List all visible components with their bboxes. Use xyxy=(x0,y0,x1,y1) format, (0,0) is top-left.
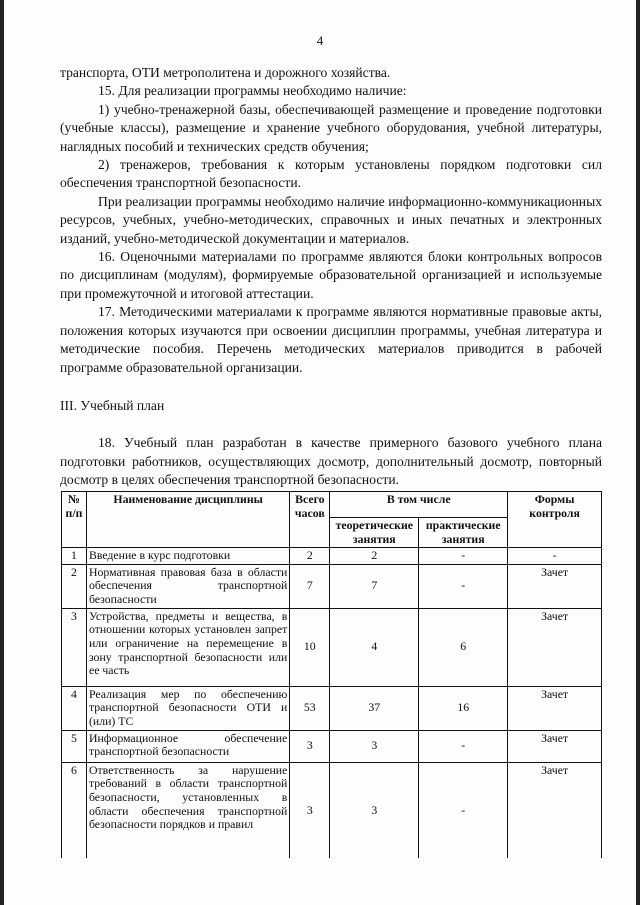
row-name: Устройства, предметы и вещества, в отношении которых установлен запрет или ограничение на перемещение в зону транспортной безопасности или ее часть xyxy=(86,608,289,686)
row-total: 3 xyxy=(290,730,330,762)
row-theory: 3 xyxy=(330,730,419,762)
row-theory: 4 xyxy=(330,608,419,686)
row-total: 7 xyxy=(290,564,330,608)
page-number: 4 xyxy=(316,33,324,48)
row-control: Зачет xyxy=(508,762,602,858)
row-practice: - xyxy=(419,564,508,608)
row-name: Информационное обеспечение транспортной безопасности xyxy=(86,730,289,762)
paragraph-16: 16. Оценочными материалами по программе являются блоки контрольных вопросов по дисциплинам (модулям), формируемые образовательной организацией и используемые при промежуточной и итоговой аттестации. xyxy=(60,249,602,301)
row-theory: 2 xyxy=(330,548,419,565)
row-name: Введение в курс подготовки xyxy=(86,548,289,565)
row-num: 6 xyxy=(62,762,87,858)
row-control: Зачет xyxy=(508,564,602,608)
paragraph-15-item-2: 2) тренажеров, требования к которым установлены порядком подготовки сил обеспечения транспортной безопасности. xyxy=(60,157,602,191)
row-practice: - xyxy=(419,762,508,858)
curriculum-table xyxy=(61,491,602,858)
table-header-row xyxy=(62,492,602,518)
header-control: Формы контроля xyxy=(508,492,602,548)
scan-border-left xyxy=(0,0,4,905)
header-including: В том числе xyxy=(330,492,508,518)
table-row xyxy=(62,762,602,858)
header-num: № п/п xyxy=(62,492,87,548)
row-theory: 7 xyxy=(330,564,419,608)
table-row xyxy=(62,730,602,762)
row-practice: 6 xyxy=(419,608,508,686)
header-practice: практические занятия xyxy=(419,518,508,548)
row-num: 4 xyxy=(62,686,87,730)
document-body xyxy=(60,64,602,490)
table-row xyxy=(62,564,602,608)
row-control: Зачет xyxy=(508,730,602,762)
row-control: Зачет xyxy=(508,608,602,686)
row-name: Нормативная правовая база в области обеспечения транспортной безопасности xyxy=(86,564,289,608)
paragraph-continuation: транспорта, ОТИ метрополитена и дорожного хозяйства. xyxy=(60,65,391,80)
row-name: Ответственность за нарушение требований в области транспортной безопасности, установленных в области обеспечения транспортной безопасности порядков и правил xyxy=(86,762,289,858)
row-num: 1 xyxy=(62,548,87,565)
table-row xyxy=(62,608,602,686)
row-total: 3 xyxy=(290,762,330,858)
paragraph-17: 17. Методическими материалами к программе являются нормативные правовые акты, положения которых изучаются при освоении дисциплин программы, учебная литература и методические пособия. Перечень методических материалов приводится в рабочей программе образовательной организации. xyxy=(60,304,602,375)
row-practice: 16 xyxy=(419,686,508,730)
header-theory: теоретические занятия xyxy=(330,518,419,548)
paragraph-15: 15. Для реализации программы необходимо наличие: xyxy=(98,83,407,99)
row-total: 53 xyxy=(290,686,330,730)
row-total: 10 xyxy=(290,608,330,686)
row-theory: 37 xyxy=(330,686,419,730)
header-total: Всего часов xyxy=(290,492,330,548)
row-control: Зачет xyxy=(508,686,602,730)
row-control: - xyxy=(508,548,602,565)
paragraph-15-item-1: 1) учебно-тренажерной базы, обеспечивающей размещение и проведение подготовки (учебные классы), размещение и хранение учебного оборудования, учебной литературы, наглядных пособий и технических средств обучения; xyxy=(60,101,602,154)
row-practice: - xyxy=(419,548,508,565)
paragraph-18: 18. Учебный план разработан в качестве примерного базового учебного плана подготовки работников, осуществляющих досмотр, дополнительный досмотр, повторный досмотр в целях обеспечения транспортной безопасности. xyxy=(60,435,602,488)
section-title: III. Учебный план xyxy=(60,397,165,413)
row-total: 2 xyxy=(290,548,330,565)
row-num: 3 xyxy=(62,608,87,686)
row-theory: 3 xyxy=(330,762,419,858)
row-num: 2 xyxy=(62,564,87,608)
header-name: Наименование дисциплины xyxy=(86,492,289,548)
table-row xyxy=(62,686,602,730)
paragraph-resources: При реализации программы необходимо наличие информационно-коммуникационных ресурсов, учебных, учебно-методических, справочных и иных печатных и электронных изданий, учебно-методической документации и материалов. xyxy=(60,193,602,246)
scan-border-right xyxy=(636,0,640,905)
row-practice: - xyxy=(419,730,508,762)
row-num: 5 xyxy=(62,730,87,762)
table-row xyxy=(62,548,602,565)
row-name: Реализация мер по обеспечению транспортной безопасности ОТИ и (или) ТС xyxy=(86,686,289,730)
